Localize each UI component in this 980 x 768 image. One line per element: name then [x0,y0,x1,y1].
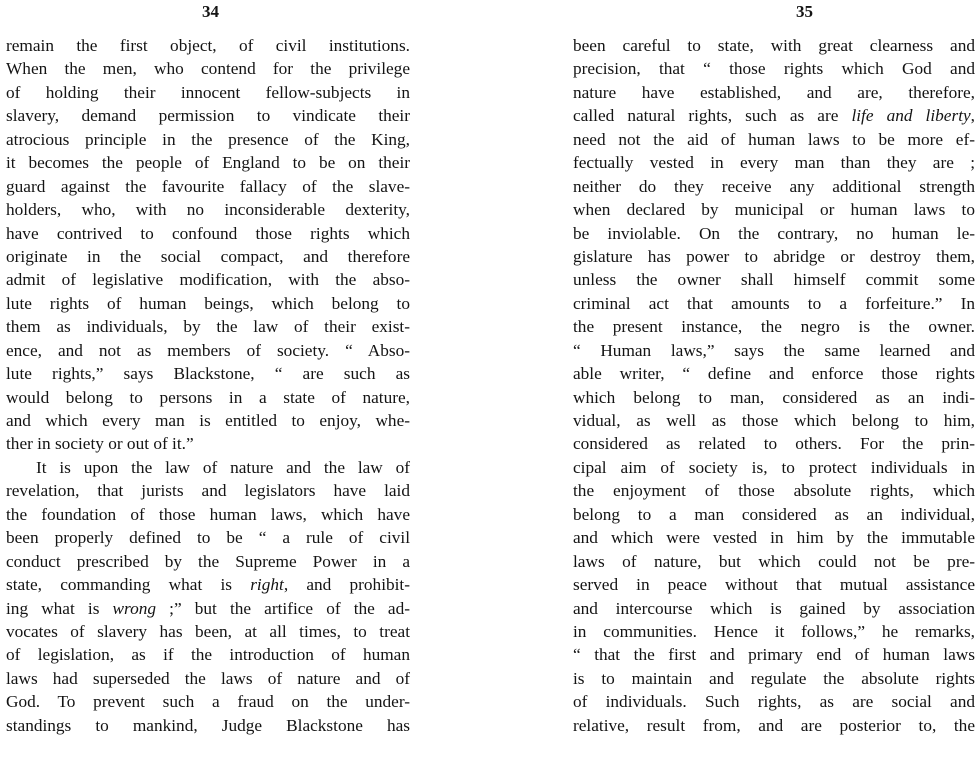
text-line: criminal act that amounts to a forfeiture.” In [573,293,975,313]
text-line: and intercourse which is gained by association [573,598,975,618]
text-line: of legislation, as if the introduction of human [6,645,410,665]
text-line: remain the first object, of civil institutions. [6,36,410,55]
text-line: laws of nature, but which could not be pre- [573,551,975,571]
left-page-text [6,34,410,737]
text-line: conduct prescribed by the Supreme Power in a [6,551,410,571]
text-line: in communities. Hence it follows,” he remarks, [573,621,975,641]
text-line: have contrived to confound those rights which [6,223,410,243]
text-line: of individuals. Such rights, as are social and [573,692,975,712]
left-page [0,0,470,768]
text-line: It is upon the law of nature and the law of [36,457,410,477]
page-number-right: 35 [796,2,813,21]
text-line: gislature has power to abridge or destroy them, [573,246,975,266]
text-line: the enjoyment of those absolute rights, which [573,481,975,501]
text-line: precision, that “ those rights which God and [573,59,975,79]
text-line: the foundation of those human laws, which have [6,504,410,524]
text-line: them as individuals, by the law of their exist- [6,317,410,337]
text-line: be inviolable. On the contrary, no human le- [573,223,975,243]
text-line: standings to mankind, Judge Blackstone has [6,715,410,735]
text-line: laws had superseded the laws of nature and of [6,668,410,688]
text-line: belong to a man considered as an individual, [573,504,975,524]
text-line: nature have established, and are, therefore, [573,82,975,102]
text-line: it becomes the people of England to be on their [6,153,410,173]
text-line: need not the aid of human laws to be more ef- [573,129,975,149]
text-line: considered as related to others. For the prin- [573,434,975,454]
text-line: atrocious principle in the presence of the King, [6,129,410,149]
text-line: been properly defined to be “ a rule of civil [6,528,410,548]
text-line: ther in society or out of it.” [6,434,194,454]
text-line: “ that the first and primary end of human laws [573,645,975,665]
text-line: and which were vested in him by the immutable [573,528,975,548]
text-line: lute rights,” says Blackstone, “ are such as [6,364,410,384]
text-line: of holding their innocent fellow-subjects in [6,82,410,102]
text-line: the present instance, the negro is the owner. [573,317,975,337]
text-line: revelation, that jurists and legislators have laid [6,481,410,501]
text-line: and which every man is entitled to enjoy, whe- [6,411,410,430]
text-line: served in peace without that mutual assistance [573,575,975,595]
text-line: neither do they receive any additional strength [573,176,975,196]
right-page [520,0,980,768]
text-line: originate in the social compact, and therefore [6,246,410,266]
text-line: guard against the favourite fallacy of the slave- [6,176,410,196]
text-line: which belong to man, considered as an indi- [573,387,975,407]
text-line: When the men, who contend for the privilege [6,59,410,79]
text-line: unless the owner shall himself commit some [573,270,975,290]
text-line: relative, result from, and are posterior to, the [573,715,975,735]
page-number-left: 34 [202,2,219,21]
text-line: state, commanding what is right, and prohibit- [6,575,410,595]
text-line: God. To prevent such a fraud on the under- [6,692,410,712]
text-line: admit of legislative modification, with the abso- [6,270,410,290]
text-line: holders, who, with no inconsiderable dexterity, [6,200,410,220]
text-line: fectually vested in every man than they are ; [573,153,975,173]
text-line: “ Human laws,” says the same learned and [573,340,975,360]
text-line: ing what is wrong ;” but the artifice of the ad- [6,598,410,618]
text-line: been careful to state, with great clearness and [573,36,975,55]
text-line: ence, and not as members of society. “ Abso- [6,340,410,360]
text-line: slavery, demand permission to vindicate their [6,106,410,126]
text-line: called natural rights, such as are life and liberty, [573,106,975,126]
text-line: vidual, as well as those which belong to him, [573,411,975,430]
text-line: cipal aim of society is, to protect individuals in [573,457,975,477]
text-line: is to maintain and regulate the absolute rights [573,668,975,688]
text-line: would belong to persons in a state of nature, [6,387,410,407]
text-line: vocates of slavery has been, at all times, to treat [6,621,410,641]
text-line: lute rights of human beings, which belong to [6,293,410,313]
text-line: when declared by municipal or human laws to [573,200,975,220]
right-page-text [573,34,975,737]
text-line: able writer, “ define and enforce those rights [573,364,975,384]
